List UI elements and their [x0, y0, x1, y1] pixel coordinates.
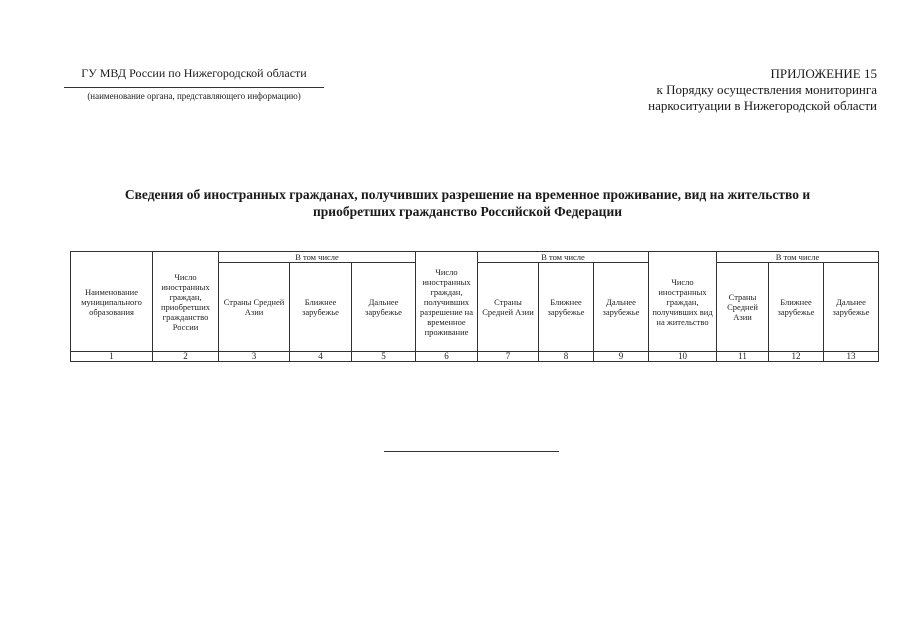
appendix-line-2: к Порядку осуществления мониторинга	[656, 82, 877, 97]
appendix-number: ПРИЛОЖЕНИЕ 15	[770, 66, 877, 81]
report-table	[70, 251, 879, 362]
column-number: 7	[478, 352, 539, 362]
column-number: 9	[594, 352, 649, 362]
header-central-asia: Страны Средней Азии	[478, 263, 539, 352]
column-number: 13	[824, 352, 879, 362]
header-municipality: Наименование муниципального образования	[71, 252, 153, 352]
header-residence-permit: Число иностранных граждан, получивших вид на жительство	[649, 252, 717, 352]
column-number: 10	[649, 352, 717, 362]
column-number: 12	[769, 352, 824, 362]
header-acquired-citizenship: Число иностранных граждан, приобретших гражданство России	[153, 252, 219, 352]
column-number: 2	[153, 352, 219, 362]
header-far-abroad: Дальнее зарубежье	[352, 263, 416, 352]
column-number: 3	[219, 352, 290, 362]
table-header-row-1	[71, 252, 879, 263]
organization-caption: (наименование органа, представляющего информацию)	[87, 91, 301, 101]
header-central-asia: Страны Средней Азии	[219, 263, 290, 352]
column-number: 6	[416, 352, 478, 362]
column-number: 11	[717, 352, 769, 362]
header-group-1: В том числе	[219, 252, 416, 263]
column-number: 5	[352, 352, 416, 362]
title-line-2: приобретших гражданство Российской Федерации	[313, 204, 622, 219]
column-number: 4	[290, 352, 352, 362]
header-far-abroad: Дальнее зарубежье	[824, 263, 879, 352]
title-line-1: Сведения об иностранных гражданах, получивших разрешение на временное проживание, вид на жительство и	[124, 187, 811, 202]
column-number: 8	[539, 352, 594, 362]
reporting-organization	[64, 66, 324, 102]
column-number: 1	[71, 352, 153, 362]
header-near-abroad: Ближнее зарубежье	[539, 263, 594, 352]
header-near-abroad: Ближнее зарубежье	[769, 263, 824, 352]
header-group-2: В том числе	[478, 252, 649, 263]
header-near-abroad: Ближнее зарубежье	[290, 263, 352, 352]
header-central-asia: Страны Средней Азии	[717, 263, 769, 352]
header-far-abroad: Дальнее зарубежье	[594, 263, 649, 352]
column-number-row	[71, 352, 879, 362]
header-temporary-residence: Число иностранных граждан, получивших разрешение на временное проживание	[416, 252, 478, 352]
header-group-3: В том числе	[717, 252, 879, 263]
appendix-header	[648, 66, 877, 114]
organization-name: ГУ МВД России по Нижегородской области	[64, 66, 324, 88]
signature-line	[384, 451, 559, 452]
document-title	[60, 186, 875, 220]
appendix-line-3: наркоситуации в Нижегородской области	[648, 98, 877, 113]
